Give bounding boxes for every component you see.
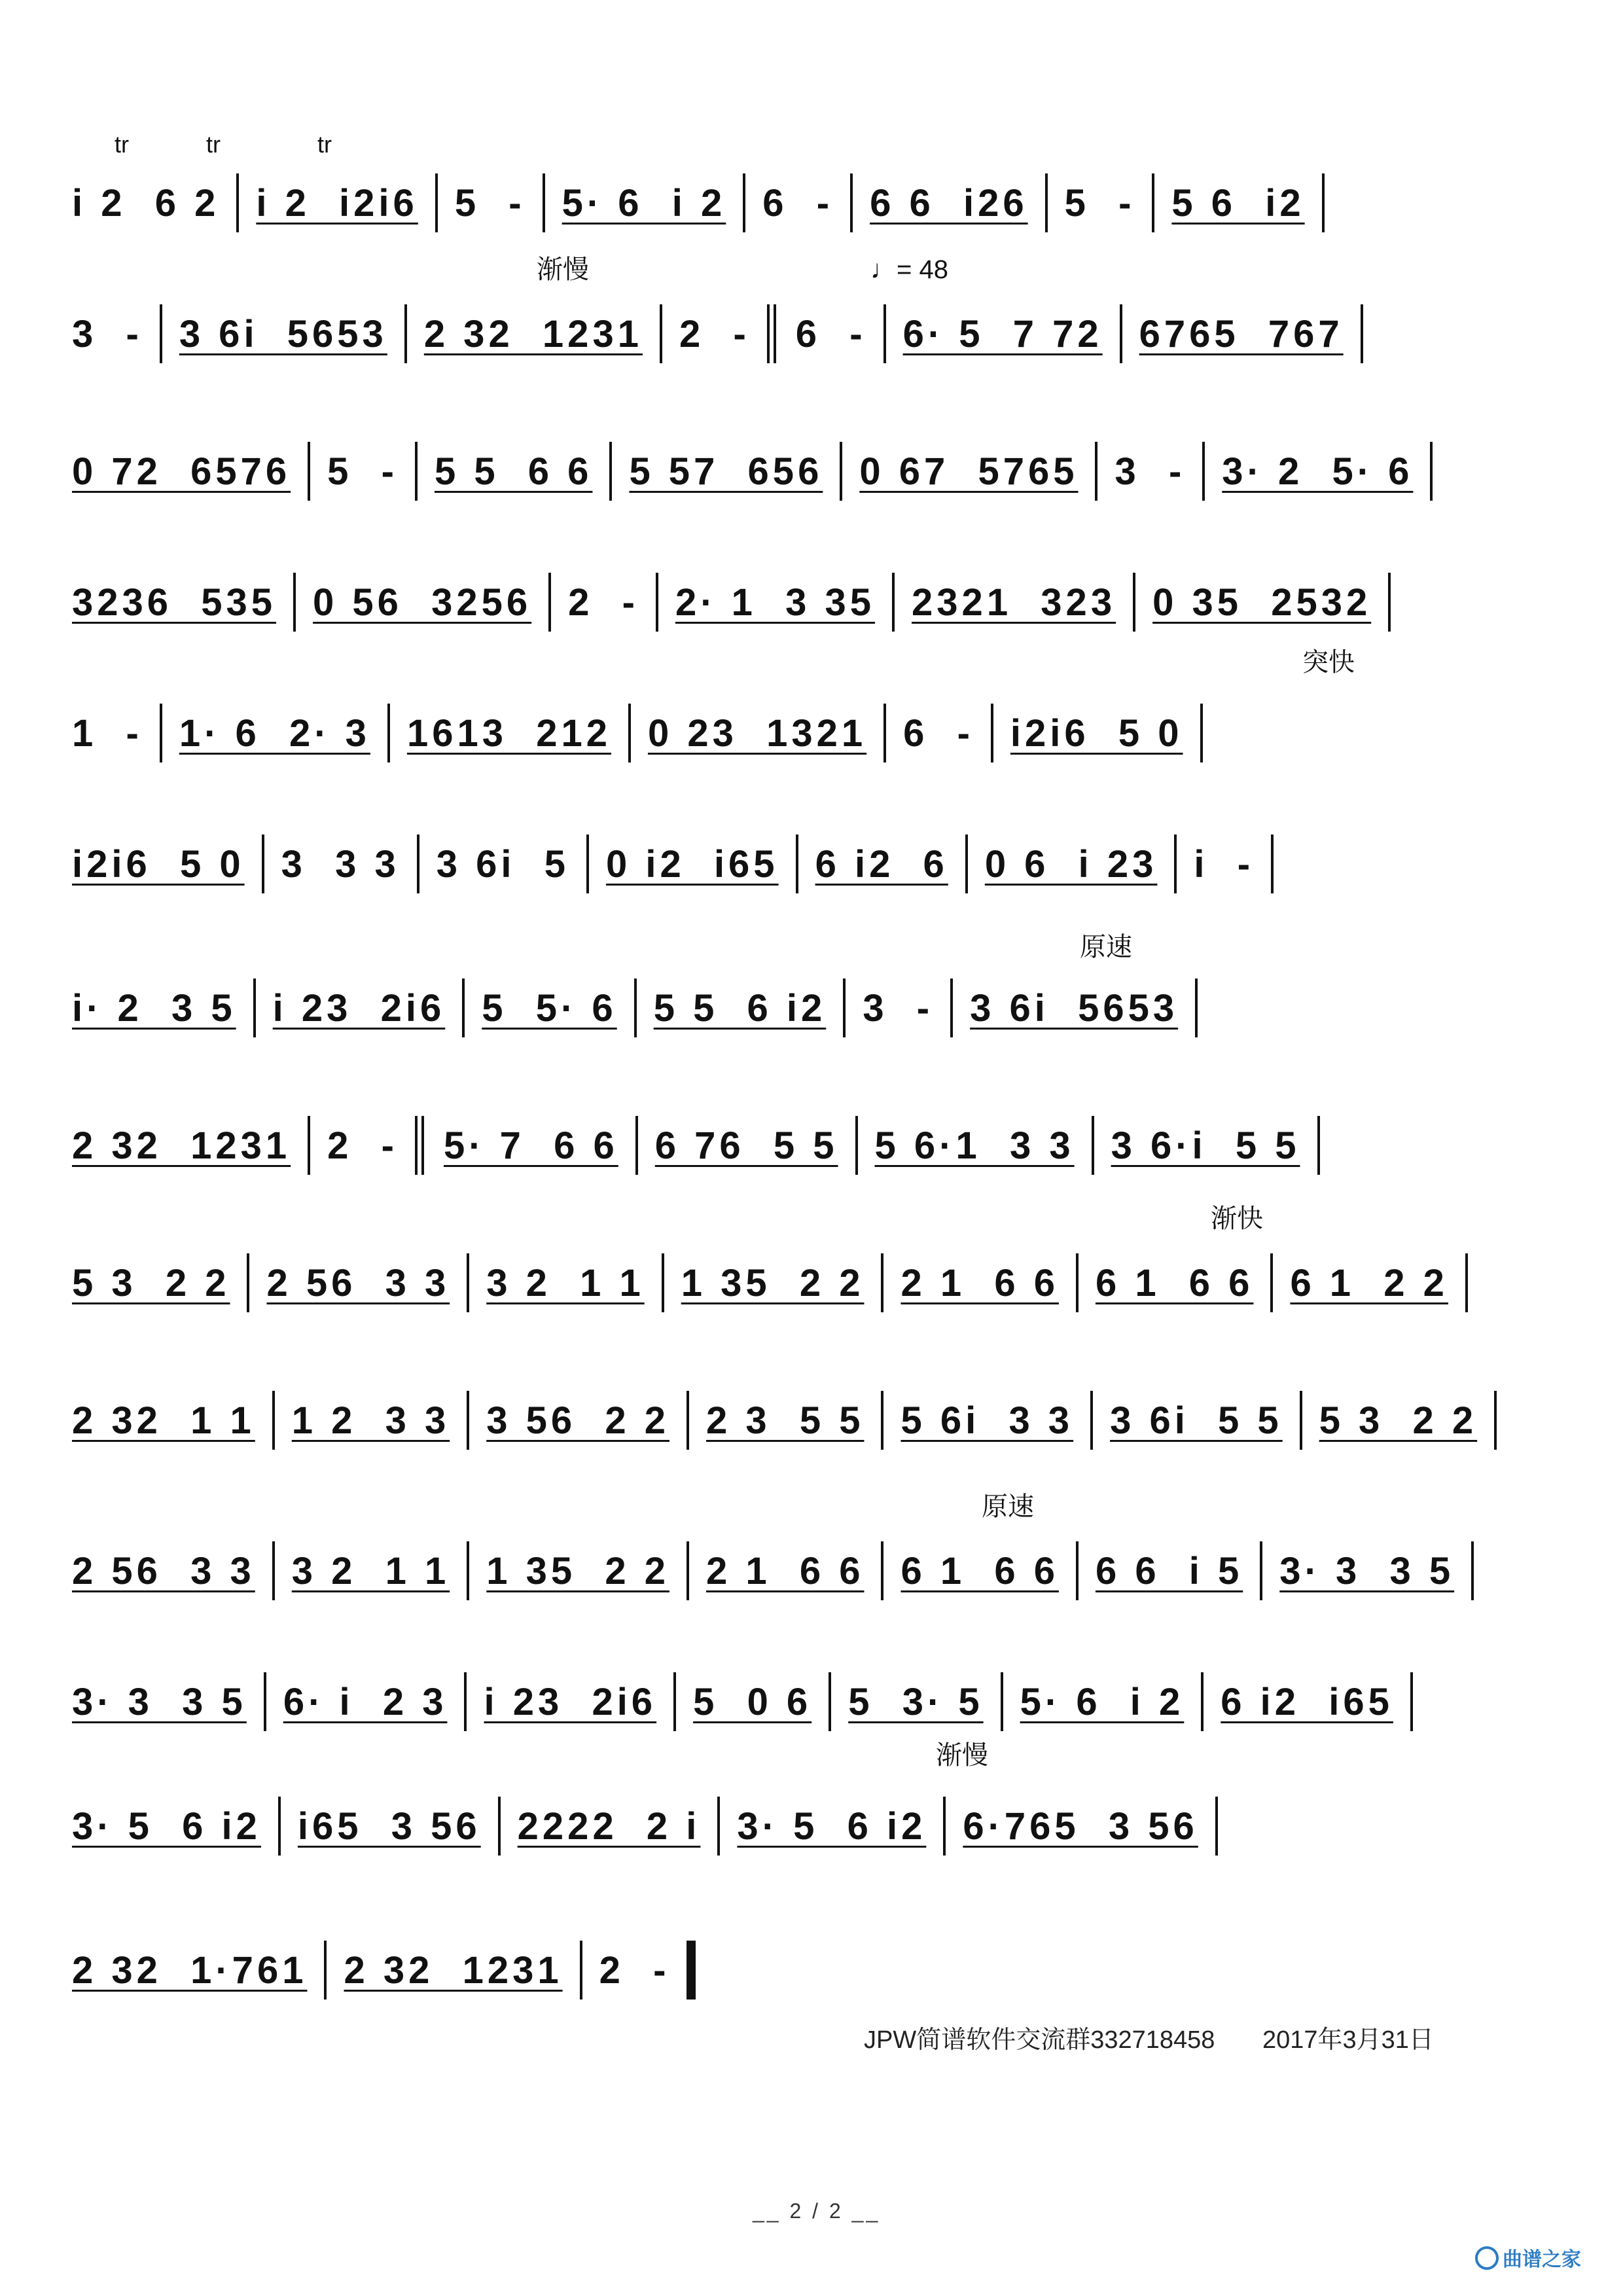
barline [1076,1253,1079,1312]
measure: 3 6i 5 [436,842,569,886]
barline [278,1797,281,1856]
measure: 6 6 i26 [870,181,1028,224]
page-number: __ 2 / 2 __ [753,2199,881,2223]
measure: i 23 2i6 [484,1680,657,1723]
barline [415,442,418,501]
measure: 6 6 i 5 [1095,1549,1243,1592]
measure: 3· 5 6 i2 [737,1804,927,1848]
measure: 6· i 2 3 [283,1680,448,1723]
svg-text:曲谱之家: 曲谱之家 [1503,2249,1581,2270]
barline [324,1941,327,2000]
measure: 6 - [762,181,834,224]
metronome-mark: ♩= 48 [870,255,948,284]
barline [609,442,612,501]
score-line-6 [72,772,1551,910]
measure: 6 i2 6 [815,842,948,886]
measure: 3 56 2 2 [486,1399,669,1442]
barline [160,304,162,363]
measure: 5 5 6 6 [434,450,593,493]
measure: 2 - [568,581,639,624]
measure: 5 5· 6 [482,986,617,1030]
barline [850,173,853,232]
measure: i 23 2i6 [272,986,446,1030]
measure: 3 3 3 [281,842,400,886]
measure: i - [1194,842,1255,886]
barline [1202,442,1205,501]
measure: 6 1 2 2 [1290,1261,1448,1304]
barline [855,1116,858,1175]
measure: 2 56 3 3 [266,1261,450,1304]
measure: 1 35 2 2 [681,1261,865,1304]
barline [467,1541,469,1600]
measure: 6765 767 [1139,312,1344,355]
barline [404,304,407,363]
barline [1322,173,1325,232]
barline [262,834,264,893]
measure: 5 3 2 2 [72,1261,230,1304]
measure: 0 6 i 23 [984,842,1158,886]
double-barline [767,304,770,363]
measure: 3 - [72,312,143,355]
measure: 2 - [679,312,750,355]
final-barline [687,1941,696,2000]
barline [272,1541,275,1600]
score-line-11 [72,1479,1551,1617]
tempo-mark: 渐慢 [537,255,589,284]
barline [965,834,968,893]
barline [1174,834,1177,893]
measure: 6 - [795,312,866,355]
barline [1092,1116,1094,1175]
measure: 5 6 i2 [1171,181,1305,224]
measure: 3· 2 5· 6 [1222,450,1414,493]
barline [586,834,589,893]
measure: 5· 6 i 2 [562,181,726,224]
measure: 5 - [1064,181,1135,224]
barline [462,978,465,1037]
measure: 0 67 5765 [859,450,1079,493]
measure: i 2 6 2 [72,181,220,224]
measure: 6 i2 i65 [1221,1680,1393,1723]
score-line-10 [72,1329,1551,1466]
measure: 3 6i 5 5 [1110,1399,1283,1442]
score-line-5 [72,641,1551,779]
measure: 5 - [327,450,398,493]
measure: 3 6i 5653 [970,986,1179,1030]
barline [881,1253,883,1312]
measure: 2 56 3 3 [72,1549,255,1592]
barline [662,1253,664,1312]
measure: i· 2 3 5 [72,986,236,1030]
measure: 5 6i 3 3 [901,1399,1074,1442]
score-line-9 [72,1191,1551,1329]
barline [236,173,239,232]
measure: 1· 6 2· 3 [179,711,370,755]
measure: 2 - [599,1948,670,1992]
measure: 2 32 1·761 [72,1948,308,1992]
tempo-mark: 原速 [982,1492,1034,1521]
measure: 6 - [903,711,974,755]
measure: i2i6 5 0 [72,842,245,886]
footer-credit [864,2019,1474,2055]
measure: 0 72 6576 [72,450,291,493]
barline [656,573,658,632]
barline [628,704,631,762]
barline [660,304,662,363]
measure: 3· 3 3 5 [1279,1549,1455,1592]
measure: 2 32 1 1 [72,1399,255,1442]
measure: 5 0 6 [693,1680,812,1723]
measure: 3236 535 [72,581,277,624]
measure: 0 56 3256 [313,581,532,624]
barline [1388,573,1391,632]
barline [796,834,798,893]
measure: 6 1 6 6 [901,1549,1059,1592]
barline [1090,1391,1093,1450]
barline [387,704,390,762]
barline [1270,1253,1273,1312]
score-line-4 [72,511,1551,648]
tempo-mark: 原速 [1080,933,1132,961]
barline [417,834,419,893]
measure: 2 32 1231 [72,1124,291,1167]
measure: 3 - [1115,450,1186,493]
measure: 2 - [327,1124,398,1167]
measure: 3· 3 3 5 [72,1680,247,1723]
measure: 3 - [863,986,934,1030]
score-line-7 [72,916,1551,1054]
score-line-14 [72,1878,1551,2016]
barline [160,704,162,762]
barline [1361,304,1363,363]
measure: 5· 6 i 2 [1020,1680,1185,1723]
tempo-mark: 突快 [1302,648,1355,677]
site-logo [1472,2238,1610,2284]
barline [264,1672,266,1731]
barline [943,1797,946,1856]
measure: 5 5 6 i2 [653,986,827,1030]
measure: 3· 5 6 i2 [72,1804,261,1848]
barline [1133,573,1135,632]
measure: i65 3 56 [297,1804,481,1848]
barline [1465,1253,1468,1312]
measure: 2 3 5 5 [705,1399,865,1442]
measure: 3 6i 5653 [179,312,387,355]
date: 2017年3月31日 [1262,2026,1434,2054]
score-line-1 [72,111,1551,249]
barline [687,1541,689,1600]
barline [435,173,438,232]
group-info: JPW简谱软件交流群332718458 [864,2026,1215,2054]
measure: 1 35 2 2 [486,1549,669,1592]
barline [883,304,886,363]
barline [247,1253,249,1312]
barline [467,1391,469,1450]
score-line-2 [72,242,1551,380]
barline [1430,442,1433,501]
score-line-13 [72,1734,1551,1872]
barline [892,573,895,632]
barline [1410,1672,1413,1731]
barline [1300,1391,1302,1450]
barline [580,1941,582,2000]
barline [635,1116,638,1175]
measure: 0 23 1321 [647,711,867,755]
barline [1095,442,1097,501]
barline [881,1391,883,1450]
barline [1195,978,1198,1037]
measure: 3 6·i 5 5 [1111,1124,1300,1167]
barline [1260,1541,1262,1600]
measure: 1 - [72,711,143,755]
measure: 1613 212 [406,711,611,755]
barline [498,1797,501,1856]
barline [543,173,545,232]
measure: 6·765 3 56 [963,1804,1198,1848]
barline [1215,1797,1218,1856]
barline [743,173,745,232]
measure: 5 57 656 [629,450,823,493]
measure: 2 1 6 6 [901,1261,1059,1304]
measure: 2321 323 [912,581,1116,624]
barline [253,978,256,1037]
barline [687,1391,689,1450]
measure: 5 6·1 3 3 [874,1124,1075,1167]
barline [272,1391,275,1450]
measure: 5 3· 5 [848,1680,984,1723]
measure: 1 2 3 3 [291,1399,450,1442]
barline [308,442,310,501]
barline [991,704,993,762]
measure: 5· 7 6 6 [443,1124,618,1167]
measure: 3 2 1 1 [291,1549,450,1592]
barline [717,1797,720,1856]
score-line-8 [72,1054,1551,1191]
barline [464,1672,467,1731]
measure: 0 35 2532 [1152,581,1372,624]
measure: 6 1 6 6 [1095,1261,1254,1304]
trill-mark: tr [317,131,332,158]
measure: 2 32 1231 [344,1948,563,1992]
tempo-mark: 渐快 [1211,1204,1263,1233]
measure: 6 76 5 5 [654,1124,838,1167]
measure: 6· 5 7 72 [902,312,1103,355]
measure: 5 - [454,181,526,224]
score-line-3 [72,380,1551,517]
barline [1494,1391,1497,1450]
barline [1271,834,1274,893]
barline [829,1672,831,1731]
barline [1471,1541,1474,1600]
barline [1001,1672,1003,1731]
barline [843,978,846,1037]
barline [1152,173,1154,232]
measure: 2222 2 i [517,1804,701,1848]
trill-mark: tr [206,131,221,158]
tempo-mark: 渐慢 [936,1741,988,1770]
barline [1200,704,1203,762]
double-barline [415,1116,418,1175]
barline [548,573,551,632]
barline [883,704,886,762]
trill-mark: tr [115,131,129,158]
measure: 2 32 1231 [423,312,643,355]
barline [634,978,637,1037]
barline [293,573,296,632]
barline [950,978,953,1037]
barline [1120,304,1122,363]
measure: i2i6 5 0 [1010,711,1183,755]
score-line-12 [72,1610,1551,1748]
barline [1076,1541,1079,1600]
barline [1317,1116,1320,1175]
barline [673,1672,676,1731]
barline [308,1116,310,1175]
measure: 2 1 6 6 [705,1549,865,1592]
measure: 3 2 1 1 [486,1261,645,1304]
measure: i 2 i2i6 [256,181,418,224]
measure: 0 i2 i65 [605,842,779,886]
page-number-value: 2 / 2 [789,2199,844,2223]
barline [840,442,842,501]
barline [1201,1672,1204,1731]
measure: 5 3 2 2 [1319,1399,1478,1442]
barline [467,1253,469,1312]
measure: 2· 1 3 35 [675,581,876,624]
barline [1045,173,1048,232]
barline [881,1541,883,1600]
